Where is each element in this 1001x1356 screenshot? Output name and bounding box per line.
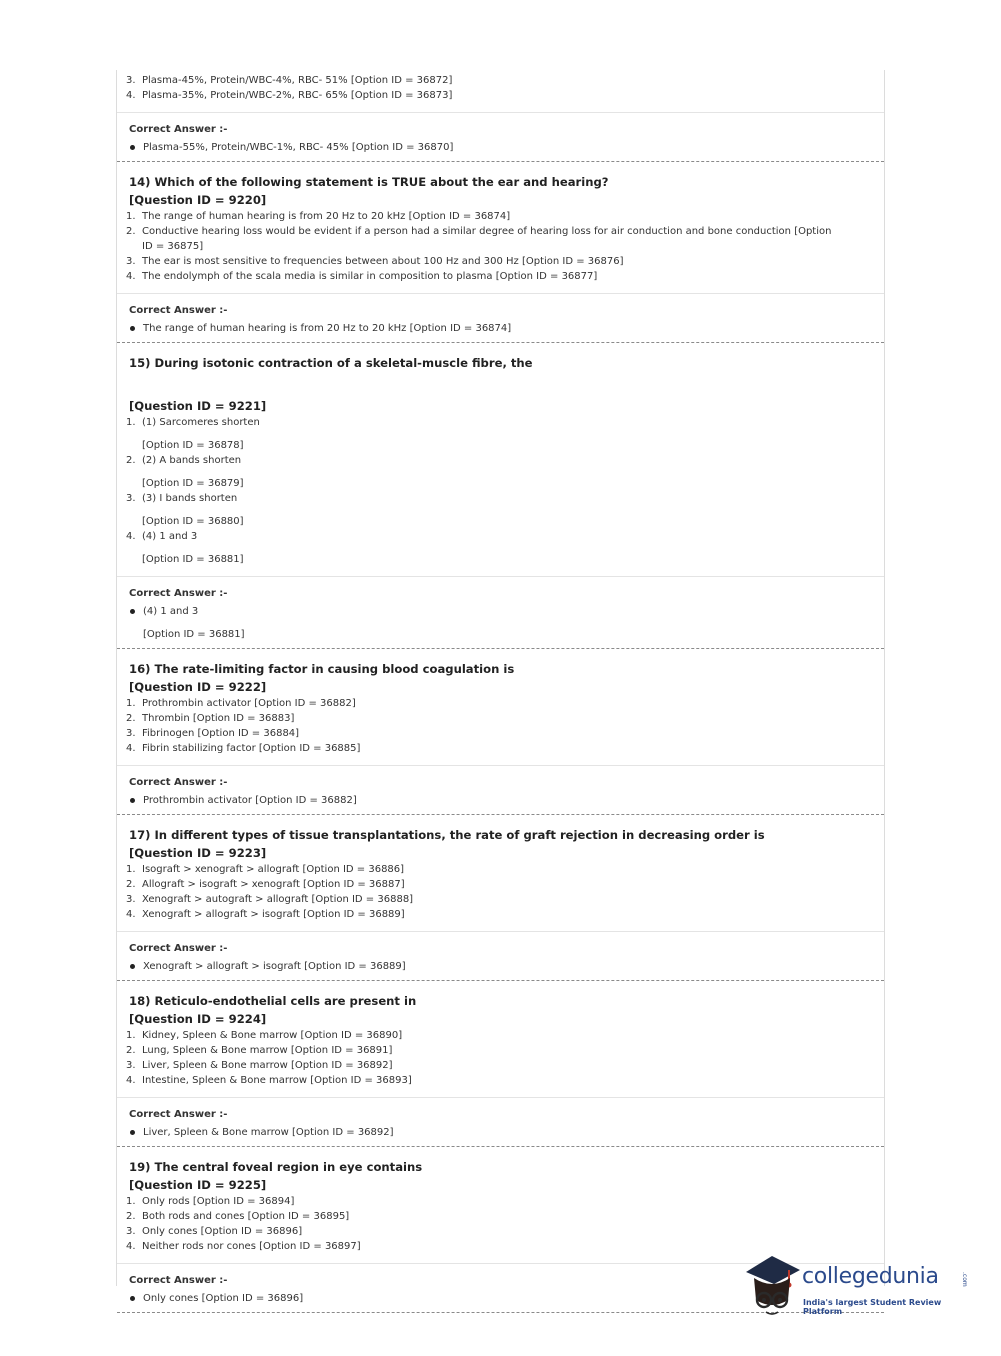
question-18 [117,981,884,1147]
options-list [117,1028,884,1088]
question-16 [117,649,884,815]
correct-answer: (4) 1 and 3 [Option ID = 36881] [129,602,884,642]
option-item: 2. Allograft > isograft > xenograft [Option ID = 36887] [126,879,405,890]
correct-answer-block [117,576,884,644]
options-list [117,862,884,922]
correct-answer-label: Correct Answer :- [129,943,228,954]
bullet-icon [129,959,143,974]
option-item: 1. (1) Sarcomeres shorten [Option ID = 36878] [126,417,260,451]
option-item: 2. Lung, Spleen & Bone marrow [Option ID = 36891] [126,1045,393,1056]
option-item: 1. Only rods [Option ID = 36894] [126,1196,295,1207]
bullet-icon [129,140,143,155]
correct-answer: Only cones [Option ID = 36896] [129,1289,884,1306]
option-item: 3. The ear is most sensitive to frequencies between about 100 Hz and 300 Hz [Option ID = 36876] [126,256,624,267]
correct-answer-label: Correct Answer :- [129,124,228,135]
question-13-continuation [117,70,884,162]
option-item: 3. Fibrinogen [Option ID = 36884] [126,728,300,739]
option-item: 4. Plasma-35%, Protein/WBC-2%, RBC- 65% [Option ID = 36873] [126,90,453,101]
option-item: 4. Xenograft > allograft > isograft [Option ID = 36889] [126,909,405,920]
question-title: 15) During isotonic contraction of a skeletal-muscle fibre, the [129,356,533,370]
bullet-icon [129,1291,143,1306]
correct-answer-label: Correct Answer :- [129,305,228,316]
question-title: 19) The central foveal region in eye contains [129,1160,423,1174]
correct-answer: Prothrombin activator [Option ID = 36882] [129,791,884,808]
option-item: 3. Xenograft > autograft > allograft [Option ID = 36888] [126,894,414,905]
correct-answer-block [117,112,884,157]
bullet-icon [129,321,143,336]
logo-wordmark: collegedunia [802,1264,939,1289]
correct-answer-label: Correct Answer :- [129,588,228,599]
option-item: 1. Kidney, Spleen & Bone marrow [Option ID = 36890] [126,1030,403,1041]
correct-answer-label: Correct Answer :- [129,1275,228,1286]
correct-answer-block [117,765,884,810]
option-item: 3. Only cones [Option ID = 36896] [126,1226,303,1237]
mascot-icon [742,1250,804,1320]
question-title: 14) Which of the following statement is TRUE about the ear and hearing? [129,175,609,189]
logo-tagline: India's largest Student Review Platform [803,1298,942,1316]
option-item: 1. The range of human hearing is from 20 Hz to 20 kHz [Option ID = 36874] [126,211,511,222]
question-17 [117,815,884,981]
correct-answer: The range of human hearing is from 20 Hz to 20 kHz [Option ID = 36874] [129,319,884,336]
options-list [117,1194,884,1254]
correct-answer-block [117,293,884,338]
question-paper-page [116,70,885,1304]
options-list [117,209,884,284]
options-list [117,696,884,756]
bullet-icon [129,604,143,642]
bullet-icon [129,793,143,808]
option-item: 4. Neither rods nor cones [Option ID = 36897] [126,1241,361,1252]
correct-answer: Liver, Spleen & Bone marrow [Option ID = 36892] [129,1123,884,1140]
option-item: 2. Both rods and cones [Option ID = 36895] [126,1211,350,1222]
bullet-icon [129,1125,143,1140]
question-title: 17) In different types of tissue transplantations, the rate of graft rejection in decreasing order is [129,828,765,842]
question-14 [117,162,884,343]
question-id: [Question ID = 9222] [129,680,267,694]
correct-answer-label: Correct Answer :- [129,777,228,788]
question-id: [Question ID = 9224] [129,1012,267,1026]
correct-answer: Xenograft > allograft > isograft [Option ID = 36889] [129,957,884,974]
option-item: 4. Fibrin stabilizing factor [Option ID = 36885] [126,743,361,754]
logo-com: .com [961,1272,968,1287]
option-item: 1. Isograft > xenograft > allograft [Option ID = 36886] [126,864,405,875]
collegedunia-logo [742,1250,972,1320]
options-list [117,415,884,567]
options-list [117,70,884,103]
option-item: 4. Intestine, Spleen & Bone marrow [Option ID = 36893] [126,1075,412,1086]
question-id: [Question ID = 9220] [129,193,267,207]
option-item: 3. Liver, Spleen & Bone marrow [Option ID = 36892] [126,1060,393,1071]
correct-answer: Plasma-55%, Protein/WBC-1%, RBC- 45% [Option ID = 36870] [129,138,884,155]
option-item: 4. (4) 1 and 3 [Option ID = 36881] [126,531,244,565]
option-item: 3. (3) I bands shorten [Option ID = 36880] [126,493,244,527]
option-item: 4. The endolymph of the scala media is similar in composition to plasma [Option ID = 36877] [126,271,598,282]
correct-answer-block [117,931,884,976]
question-title: 16) The rate-limiting factor in causing blood coagulation is [129,662,515,676]
question-id: [Question ID = 9223] [129,846,267,860]
correct-answer-label: Correct Answer :- [129,1109,228,1120]
question-15 [117,343,884,649]
question-id: [Question ID = 9225] [129,1178,267,1192]
option-item: 1. Prothrombin activator [Option ID = 36882] [126,698,356,709]
correct-answer-block [117,1097,884,1142]
option-item: 3. Plasma-45%, Protein/WBC-4%, RBC- 51% [Option ID = 36872] [126,75,453,86]
option-item: 2. Thrombin [Option ID = 36883] [126,713,295,724]
question-id: [Question ID = 9221] [129,399,267,413]
question-title: 18) Reticulo-endothelial cells are present in [129,994,417,1008]
option-item: 2. (2) A bands shorten [Option ID = 36879] [126,455,244,489]
option-item: 2. Conductive hearing loss would be evident if a person had a similar degree of hearing loss for air conduction and bone conduction [Option ID = 36875] [126,226,832,252]
